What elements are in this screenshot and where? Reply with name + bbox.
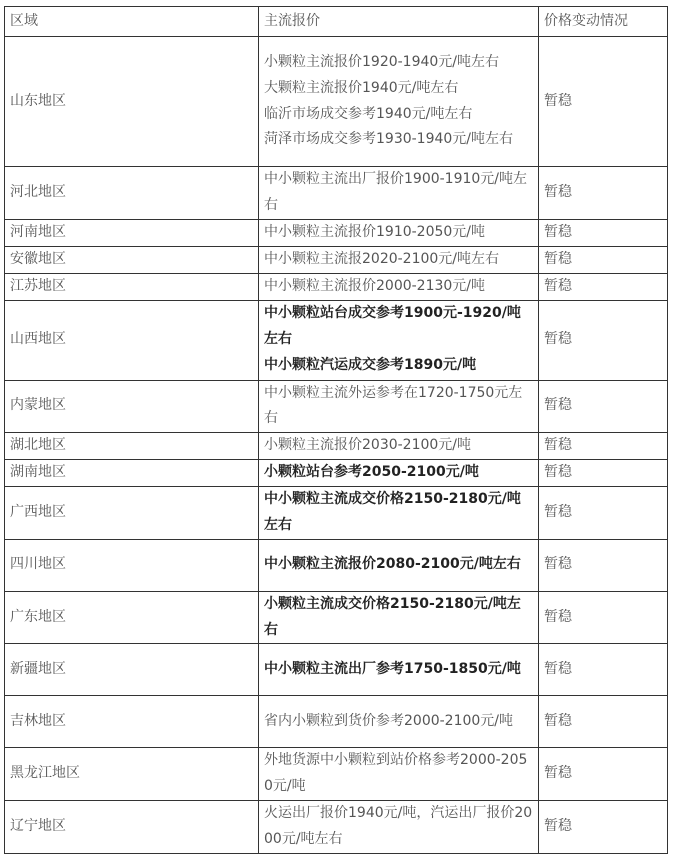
change-cell: 暂稳 bbox=[539, 380, 668, 433]
table-row bbox=[5, 487, 668, 540]
header-region: 区域 bbox=[5, 7, 259, 37]
change-cell: 暂稳 bbox=[539, 300, 668, 380]
table-row bbox=[5, 748, 668, 801]
region-cell: 江苏地区 bbox=[5, 273, 259, 300]
change-cell: 暂稳 bbox=[539, 696, 668, 748]
region-cell: 黑龙江地区 bbox=[5, 748, 259, 801]
price-cell bbox=[259, 696, 539, 748]
price-cell bbox=[259, 167, 539, 220]
region-cell: 内蒙地区 bbox=[5, 380, 259, 433]
price-cell bbox=[259, 380, 539, 433]
change-cell: 暂稳 bbox=[539, 246, 668, 273]
price-line: 大颗粒主流报价1940元/吨左右 bbox=[264, 79, 459, 96]
price-line: 中小颗粒主流出厂参考1750-1850元/吨 bbox=[264, 660, 521, 677]
change-cell: 暂稳 bbox=[539, 219, 668, 246]
price-cell bbox=[259, 644, 539, 696]
price-line: 中小颗粒主流成交价格2150-2180元/吨左右 bbox=[264, 491, 521, 533]
price-cell bbox=[259, 800, 539, 853]
price-line: 菏泽市场成交参考1930-1940元/吨左右 bbox=[264, 131, 514, 148]
price-line: 中小颗粒汽运成交参考1890元/吨 bbox=[264, 356, 477, 373]
region-cell: 安徽地区 bbox=[5, 246, 259, 273]
change-cell: 暂稳 bbox=[539, 167, 668, 220]
price-line: 外地货源中小颗粒到站价格参考2000-2050元/吨 bbox=[264, 752, 528, 795]
table-row bbox=[5, 167, 668, 220]
change-cell: 暂稳 bbox=[539, 800, 668, 853]
price-line: 临沂市场成交参考1940元/吨左右 bbox=[264, 105, 473, 122]
region-cell: 辽宁地区 bbox=[5, 800, 259, 853]
price-line: 省内小颗粒到货价参考2000-2100元/吨 bbox=[264, 712, 514, 729]
price-cell bbox=[259, 460, 539, 487]
change-cell: 暂稳 bbox=[539, 644, 668, 696]
region-cell: 湖北地区 bbox=[5, 433, 259, 460]
change-cell: 暂稳 bbox=[539, 433, 668, 460]
region-cell: 湖南地区 bbox=[5, 460, 259, 487]
price-table bbox=[4, 6, 668, 854]
region-cell: 山东地区 bbox=[5, 37, 259, 167]
price-line: 中小颗粒主流出厂报价1900-1910元/吨左右 bbox=[264, 171, 528, 213]
price-cell bbox=[259, 539, 539, 591]
table-row bbox=[5, 380, 668, 433]
region-cell: 吉林地区 bbox=[5, 696, 259, 748]
price-line: 小颗粒主流报价1920-1940元/吨左右 bbox=[264, 53, 500, 70]
price-line: 中小颗粒主流报价2080-2100元/吨左右 bbox=[264, 556, 521, 573]
price-cell bbox=[259, 246, 539, 273]
region-cell: 新疆地区 bbox=[5, 644, 259, 696]
price-line: 中小颗粒主流外运参考在1720-1750元左右 bbox=[264, 384, 523, 427]
region-cell: 山西地区 bbox=[5, 300, 259, 380]
table-row bbox=[5, 246, 668, 273]
region-cell: 河北地区 bbox=[5, 167, 259, 220]
table-row bbox=[5, 800, 668, 853]
price-cell bbox=[259, 37, 539, 167]
table-row bbox=[5, 644, 668, 696]
table-row bbox=[5, 37, 668, 167]
change-cell: 暂稳 bbox=[539, 487, 668, 540]
price-cell bbox=[259, 273, 539, 300]
header-change: 价格变动情况 bbox=[539, 7, 668, 37]
table-row bbox=[5, 219, 668, 246]
price-line: 小颗粒主流成交价格2150-2180元/吨左右 bbox=[264, 595, 521, 638]
price-line: 中小颗粒主流报价2000-2130元/吨 bbox=[264, 277, 486, 294]
table-row bbox=[5, 460, 668, 487]
price-cell bbox=[259, 748, 539, 801]
change-cell: 暂稳 bbox=[539, 748, 668, 801]
price-cell bbox=[259, 219, 539, 246]
change-cell: 暂稳 bbox=[539, 37, 668, 167]
change-cell: 暂稳 bbox=[539, 273, 668, 300]
price-cell bbox=[259, 300, 539, 380]
price-line: 中小颗粒主流报价1910-2050元/吨 bbox=[264, 223, 486, 240]
table-row bbox=[5, 591, 668, 644]
table-row bbox=[5, 696, 668, 748]
price-line: 中小颗粒站台成交参考1900元-1920/吨左右 bbox=[264, 305, 521, 348]
header-row bbox=[5, 7, 668, 37]
change-cell: 暂稳 bbox=[539, 460, 668, 487]
price-cell bbox=[259, 487, 539, 540]
table-row bbox=[5, 539, 668, 591]
price-cell bbox=[259, 433, 539, 460]
region-cell: 河南地区 bbox=[5, 219, 259, 246]
price-line: 小颗粒主流报价2030-2100元/吨 bbox=[264, 437, 472, 454]
change-cell: 暂稳 bbox=[539, 591, 668, 644]
header-price: 主流报价 bbox=[259, 7, 539, 37]
region-cell: 广东地区 bbox=[5, 591, 259, 644]
price-cell bbox=[259, 591, 539, 644]
change-cell: 暂稳 bbox=[539, 539, 668, 591]
table-row bbox=[5, 273, 668, 300]
price-line: 火运出厂报价1940元/吨，汽运出厂报价2000元/吨左右 bbox=[264, 804, 533, 847]
region-cell: 四川地区 bbox=[5, 539, 259, 591]
price-line: 中小颗粒主流报2020-2100元/吨左右 bbox=[264, 250, 500, 267]
region-cell: 广西地区 bbox=[5, 487, 259, 540]
table-row bbox=[5, 433, 668, 460]
table-row bbox=[5, 300, 668, 380]
price-line: 小颗粒站台参考2050-2100元/吨 bbox=[264, 464, 479, 481]
